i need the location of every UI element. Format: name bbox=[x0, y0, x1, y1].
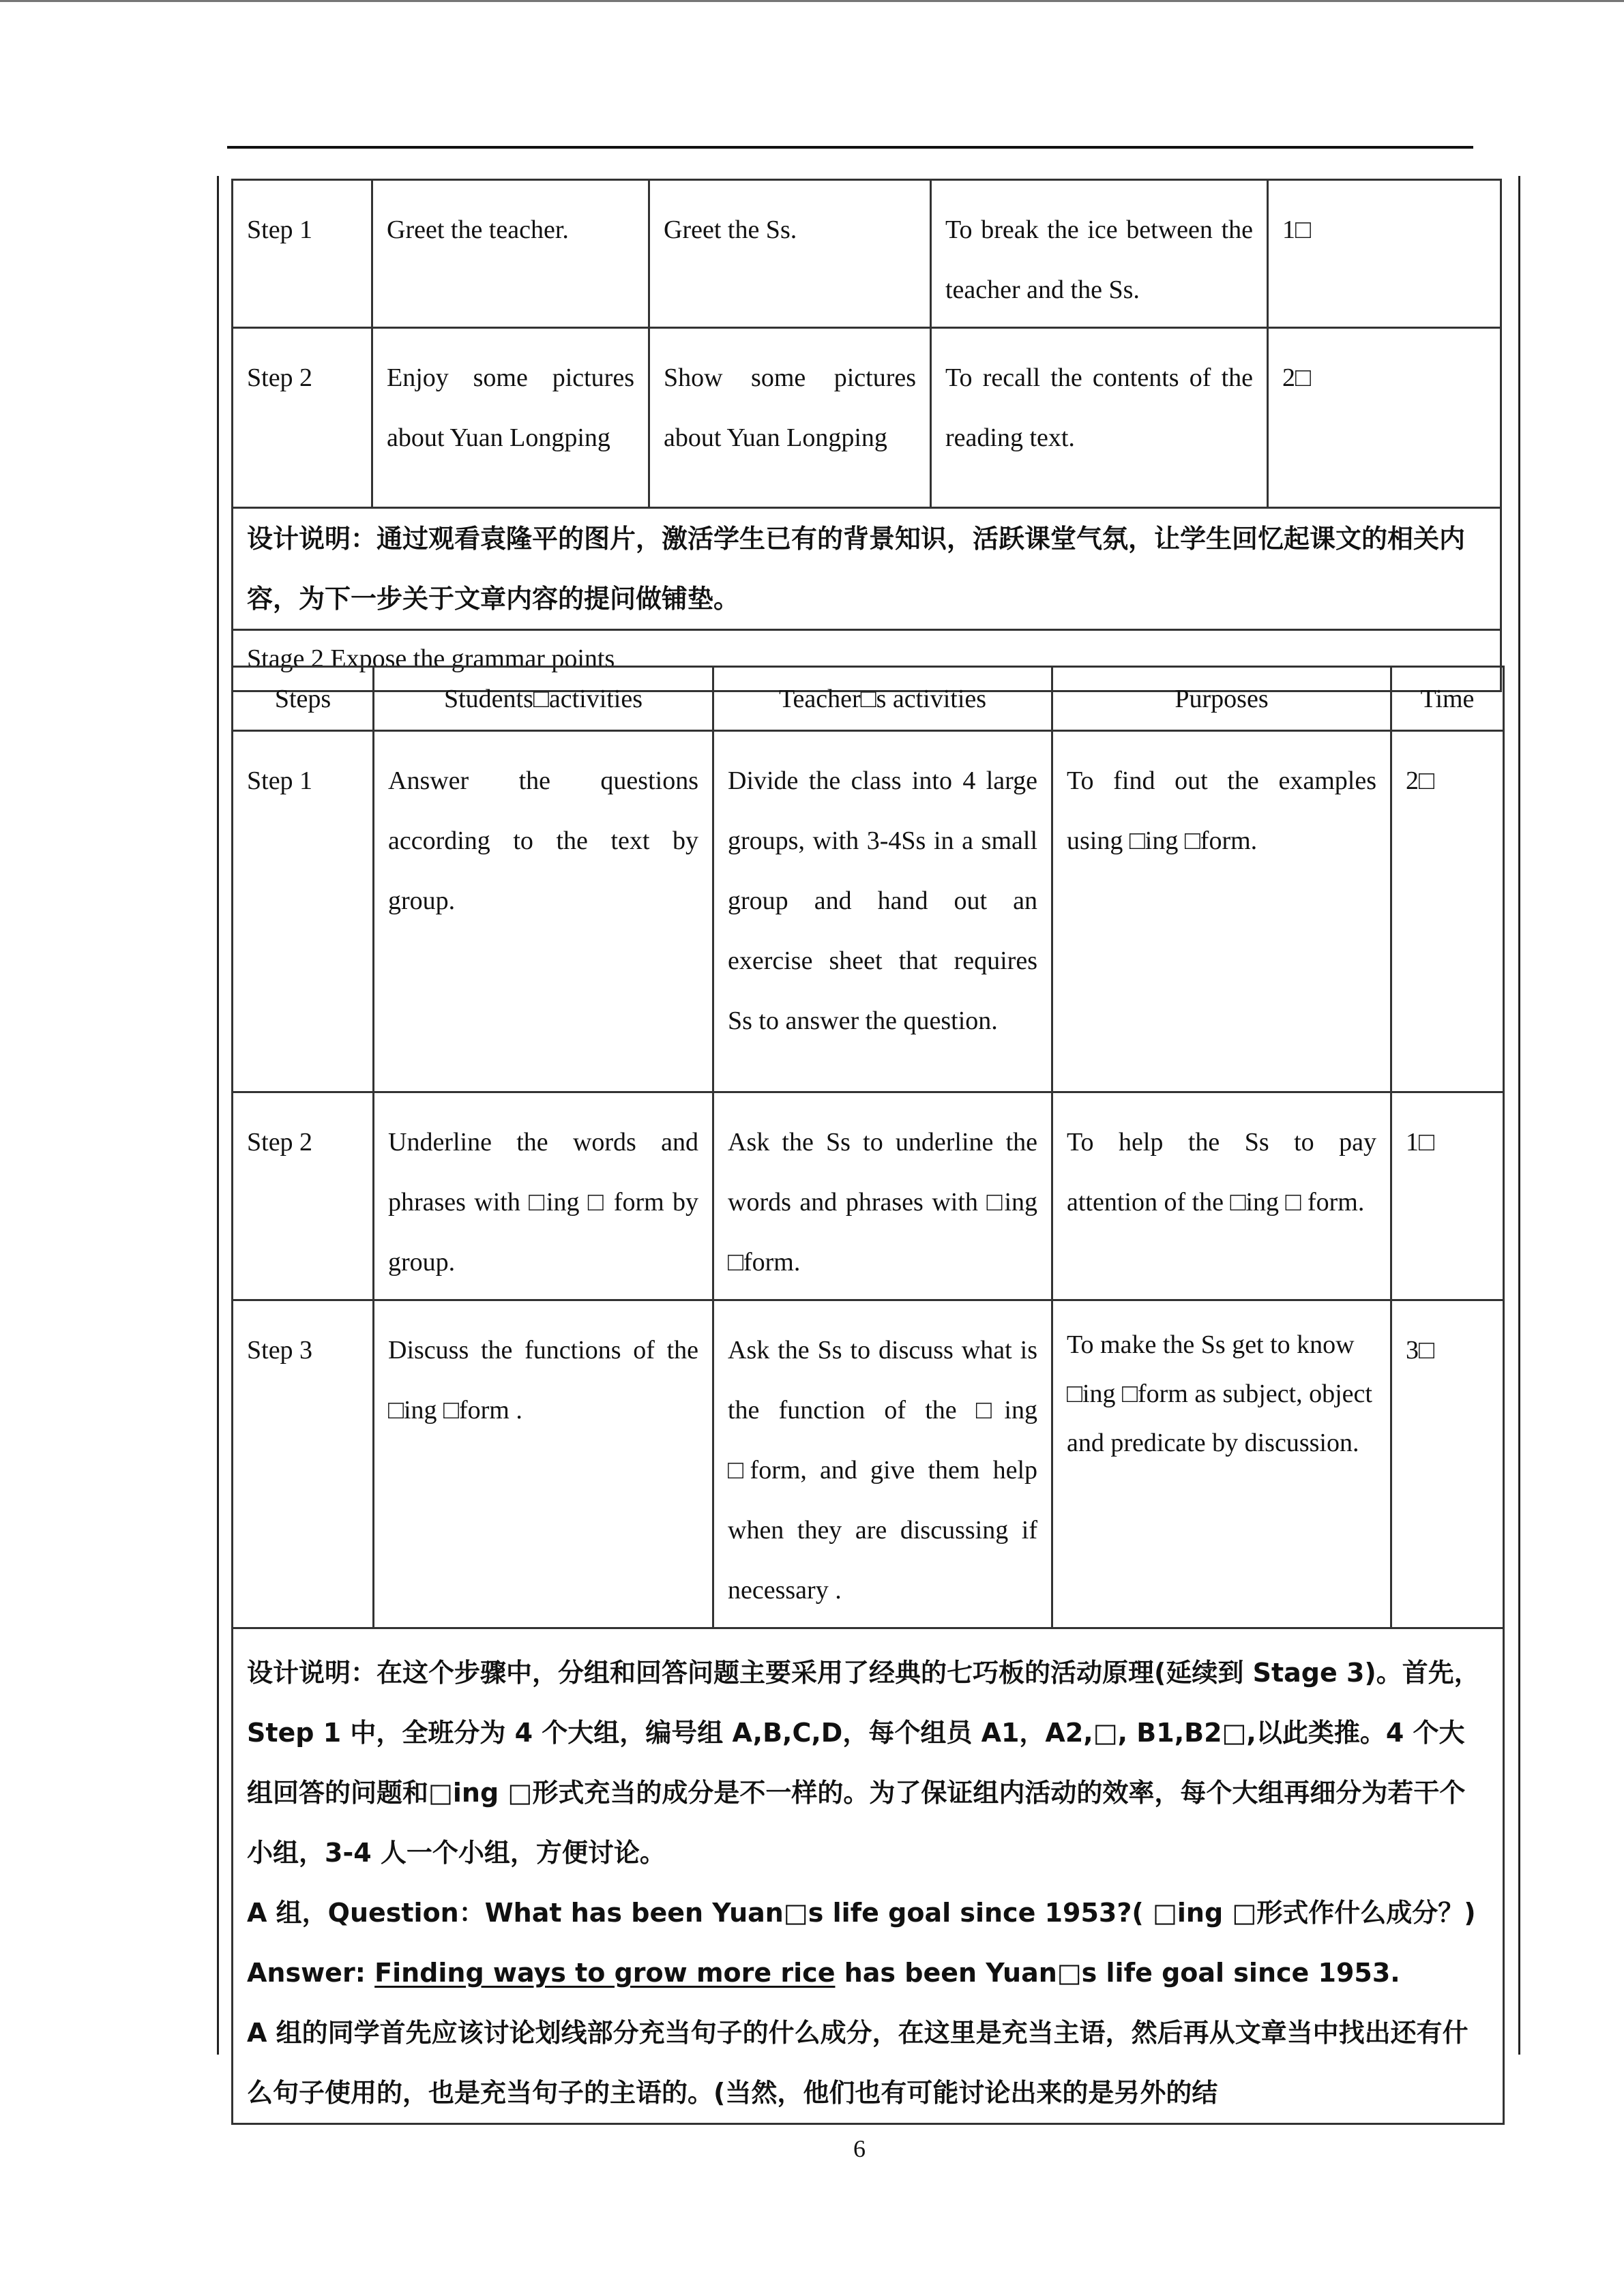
time-cell: 1□ bbox=[1268, 180, 1501, 328]
time-cell: 2□ bbox=[1268, 328, 1501, 508]
students-activity-cell: Enjoy some pictures about Yuan Longping bbox=[372, 328, 649, 508]
purpose-cell: To make the Ss get to know □ing □form as subject, object and predicate by discussion. bbox=[1052, 1300, 1391, 1628]
stage2-table bbox=[231, 666, 1505, 2125]
answer-rest: has been Yuan□s life goal since 1953. bbox=[835, 1958, 1400, 1988]
answer-label: Answer: bbox=[247, 1958, 375, 1988]
step-cell: Step 3 bbox=[233, 1300, 374, 1628]
page-number: 6 bbox=[853, 2135, 866, 2162]
purpose-cell: To break the ice between the teacher and the Ss. bbox=[931, 180, 1268, 328]
header-steps: Steps bbox=[233, 667, 374, 731]
design-note-row bbox=[233, 1628, 1504, 2124]
purpose-cell: To find out the examples using □ing □form. bbox=[1052, 731, 1391, 1092]
stage2-title: Stage 2 Expose the grammar points bbox=[233, 630, 1501, 691]
outer-frame-left bbox=[217, 176, 219, 2055]
time-cell: 2□ bbox=[1391, 731, 1504, 1092]
step-cell: Step 1 bbox=[233, 731, 374, 1092]
design-note-1: 设计说明：通过观看袁隆平的图片，激活学生已有的背景知识，活跃课堂气氛，让学生回忆起课文的相关内容，为下一步关于文章内容的提问做铺垫。 bbox=[233, 508, 1501, 630]
table-row bbox=[233, 328, 1501, 508]
students-activity-cell: Greet the teacher. bbox=[372, 180, 649, 328]
answer-underlined: Finding ways to grow more rice bbox=[374, 1958, 836, 1988]
step-cell: Step 2 bbox=[233, 328, 372, 508]
teacher-activity-cell: Greet the Ss. bbox=[649, 180, 931, 328]
stage1-table bbox=[231, 179, 1502, 692]
design-note-row bbox=[233, 508, 1501, 630]
header-students: Students□activities bbox=[374, 667, 713, 731]
header-time: Time bbox=[1391, 667, 1504, 731]
header-rule bbox=[227, 146, 1473, 149]
table-row bbox=[233, 180, 1501, 328]
students-activity-cell: Answer the questions according to the text by group. bbox=[374, 731, 713, 1092]
design-note-2-paragraph-2: A 组的同学首先应该讨论划线部分充当句子的什么成分，在这里是充当主语，然后再从文章当中找出还有什么句子使用的，也是充当句子的主语的。(当然，他们也有可能讨论出来的是另外的结 bbox=[247, 2018, 1468, 2108]
outer-frame-right bbox=[1518, 176, 1520, 2055]
students-activity-cell: Discuss the functions of the □ing □form . bbox=[374, 1300, 713, 1628]
purpose-cell: To help the Ss to pay attention of the □ing □ form. bbox=[1052, 1092, 1391, 1300]
table-row bbox=[233, 1300, 1504, 1628]
step-cell: Step 2 bbox=[233, 1092, 374, 1300]
time-cell: 1□ bbox=[1391, 1092, 1504, 1300]
students-activity-cell: Underline the words and phrases with □ing □ form by group. bbox=[374, 1092, 713, 1300]
header-purposes: Purposes bbox=[1052, 667, 1391, 731]
purpose-cell: To recall the contents of the reading text. bbox=[931, 328, 1268, 508]
design-note-2 bbox=[233, 1628, 1504, 2124]
header-teacher: Teacher□s activities bbox=[713, 667, 1052, 731]
header-row bbox=[233, 667, 1504, 731]
table-row bbox=[233, 731, 1504, 1092]
page-top-edge bbox=[0, 0, 1624, 2]
teacher-activity-cell: Ask the Ss to discuss what is the function of the □ing □form, and give them help when they are discussing if necessary . bbox=[713, 1300, 1052, 1628]
table-row bbox=[233, 1092, 1504, 1300]
teacher-activity-cell: Ask the Ss to underline the words and phrases with □ing □form. bbox=[713, 1092, 1052, 1300]
design-note-2-paragraph: 设计说明：在这个步骤中，分组和回答问题主要采用了经典的七巧板的活动原理(延续到 Stage 3)。首先，Step 1 中，全班分为 4 个大组，编号组 A,B,C,D，每个组员 A1，A2,□, B1,B2□,以此类推。4 个大组回答的问题和□ing □形式充当的成分是不一样的。为了保证组内活动的效率，每个大组再细分为若干个小组，3-4 人一个小组，方便讨论。 bbox=[247, 1658, 1480, 1868]
time-cell: 3□ bbox=[1391, 1300, 1504, 1628]
teacher-activity-cell: Show some pictures about Yuan Longping bbox=[649, 328, 931, 508]
design-note-2-answer bbox=[247, 1943, 1489, 2003]
step-cell: Step 1 bbox=[233, 180, 372, 328]
teacher-activity-cell: Divide the class into 4 large groups, with 3-4Ss in a small group and hand out an exercise sheet that requires Ss to answer the question. bbox=[713, 731, 1052, 1092]
design-note-2-question: A 组，Question：What has been Yuan□s life goal since 1953?( □ing □形式作什么成分？) bbox=[247, 1898, 1476, 1928]
